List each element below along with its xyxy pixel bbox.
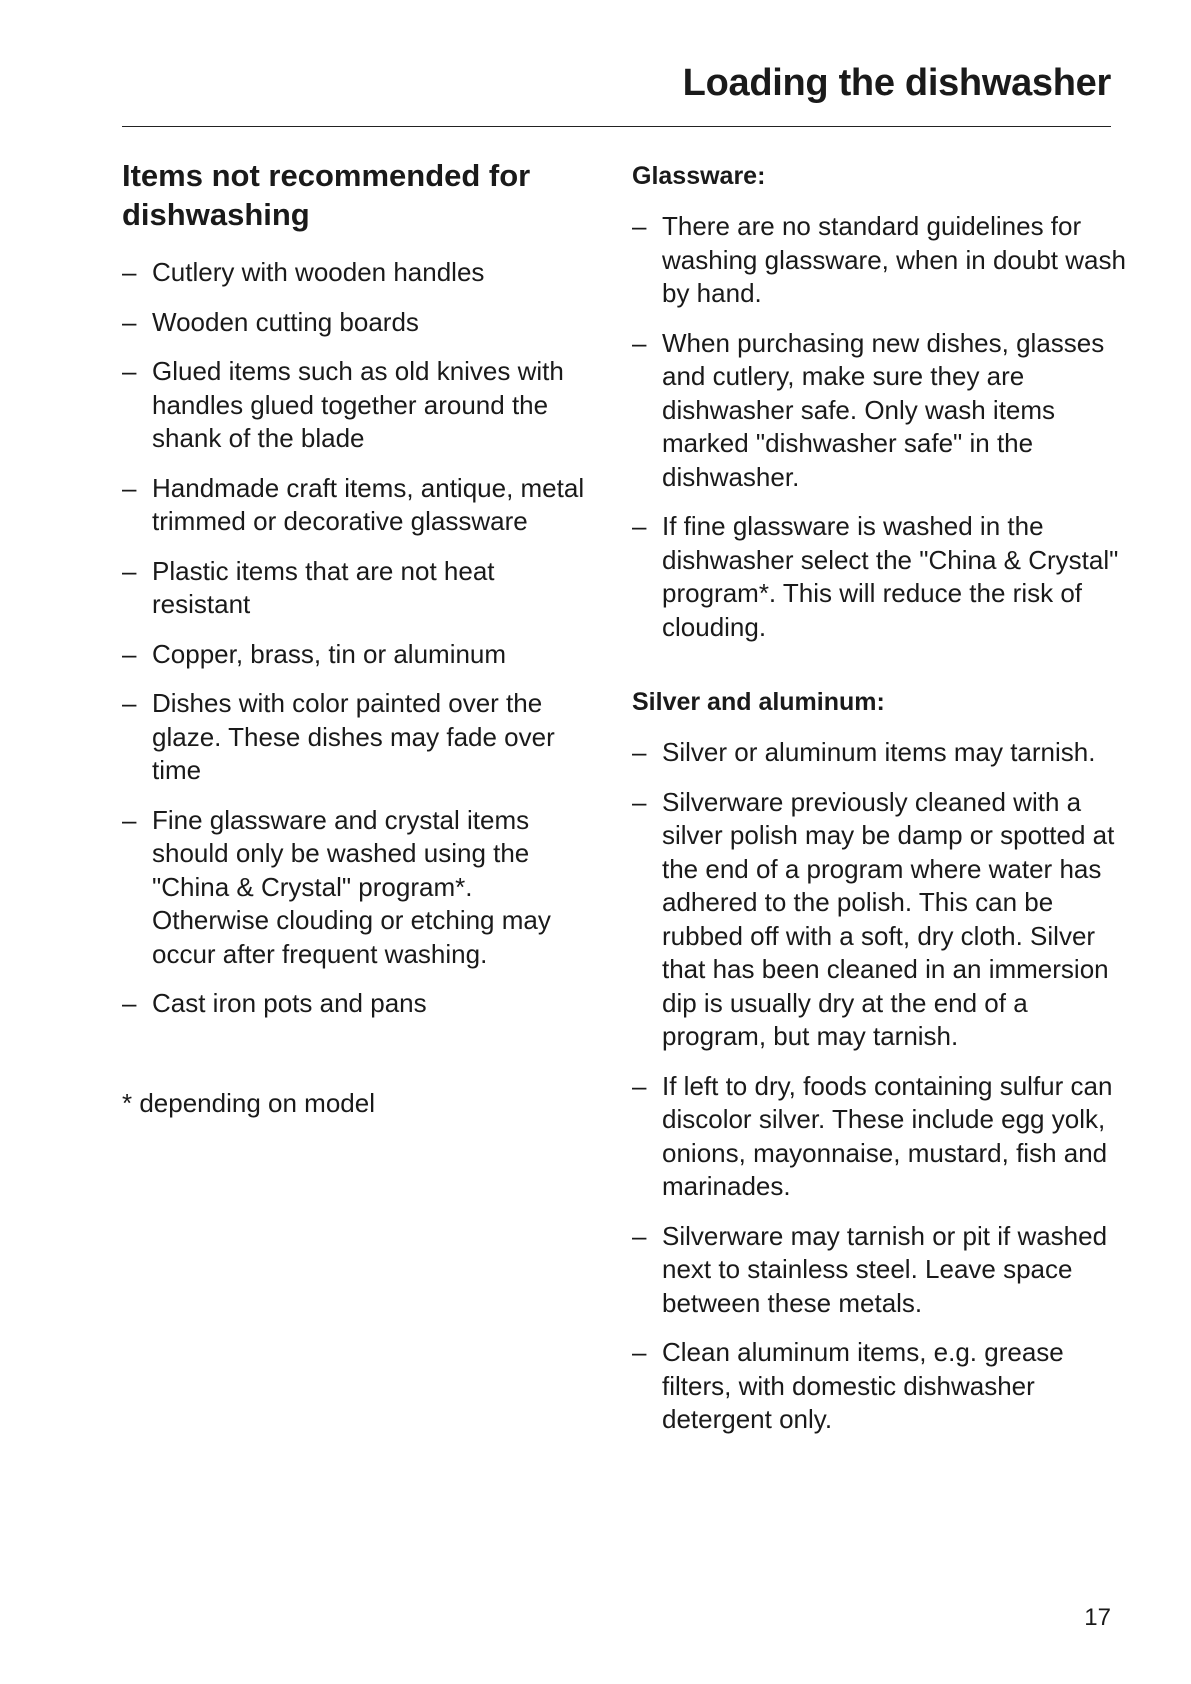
dash-bullet-icon: –	[632, 1220, 647, 1251]
list-item: – If fine glassware is washed in the dishwasher select the "China & Crystal" program*. This will reduce the risk of clouding.	[632, 511, 1119, 642]
list-item: – There are no standard guidelines for washing glassware, when in doubt wash by hand.	[632, 211, 1126, 308]
right-column	[632, 160, 1132, 1453]
not-recommended-heading: Items not recommended for dishwashing	[122, 158, 531, 232]
dash-bullet-icon: –	[632, 327, 647, 358]
dash-bullet-icon: –	[632, 511, 647, 541]
list-item: – If left to dry, foods containing sulfur can discolor silver. These include egg yolk, onions, mayonnaise, mustard, fish and marinades.	[632, 1070, 1113, 1201]
glassware-heading: Glassware:	[632, 162, 766, 190]
dash-bullet-icon: –	[122, 988, 137, 1018]
dash-bullet-icon: –	[632, 1337, 647, 1367]
dash-bullet-icon: –	[122, 472, 137, 503]
dash-bullet-icon: –	[122, 306, 137, 337]
list-item: – When purchasing new dishes, glasses and cutlery, make sure they are dishwasher safe. Only wash items marked "dishwasher safe" in the dishwasher.	[632, 327, 1105, 492]
dash-bullet-icon: –	[122, 804, 137, 835]
dash-bullet-icon: –	[122, 356, 137, 386]
list-item: – Handmade craft items, antique, metal trimmed or decorative glassware	[122, 472, 585, 536]
footnote: * depending on model	[122, 1087, 375, 1118]
list-item: – Silverware previously cleaned with a silver polish may be damp or spotted at the end of a program where water has adhered to the polish. This can be rubbed off with a soft, dry cloth. Silver that has been cleaned in an immersion dip is usually dry at the end of a program, but may tarnish.	[632, 786, 1115, 1051]
list-item: – Silver or aluminum items may tarnish.	[632, 736, 1132, 770]
dash-bullet-icon: –	[122, 555, 137, 586]
not-recommended-list	[122, 256, 592, 1021]
list-item: – Fine glassware and crystal items should only be washed using the "China & Crystal" program*. Otherwise clouding or etching may occur after frequent washing.	[122, 804, 551, 969]
dash-bullet-icon: –	[632, 211, 647, 241]
silver-aluminum-list	[632, 736, 1132, 1437]
list-item: – Plastic items that are not heat resistant	[122, 555, 495, 619]
list-item: – Glued items such as old knives with handles glued together around the shank of the blade	[122, 356, 564, 453]
dash-bullet-icon: –	[632, 737, 647, 767]
glassware-list	[632, 210, 1132, 644]
list-item: – Dishes with color painted over the glaze. These dishes may fade over time	[122, 688, 555, 785]
left-column	[122, 156, 592, 1120]
dash-bullet-icon: –	[122, 688, 137, 718]
dash-bullet-icon: –	[632, 786, 647, 817]
list-item: – Wooden cutting boards	[122, 306, 592, 340]
page-title: Loading the dishwasher	[682, 62, 1111, 104]
list-item: – Cutlery with wooden handles	[122, 256, 592, 290]
page-number: 17	[1084, 1604, 1111, 1631]
list-item: – Copper, brass, tin or aluminum	[122, 638, 592, 672]
list-item: – Clean aluminum items, e.g. grease filters, with domestic dishwasher detergent only.	[632, 1337, 1064, 1434]
header-divider	[122, 126, 1111, 127]
list-item: – Silverware may tarnish or pit if washed next to stainless steel. Leave space between these metals.	[632, 1220, 1108, 1318]
list-item: – Cast iron pots and pans	[122, 987, 592, 1021]
silver-aluminum-heading: Silver and aluminum:	[632, 688, 885, 716]
dash-bullet-icon: –	[122, 638, 137, 669]
section-spacer	[632, 660, 1132, 686]
dash-bullet-icon: –	[632, 1070, 647, 1101]
dash-bullet-icon: –	[122, 257, 137, 287]
